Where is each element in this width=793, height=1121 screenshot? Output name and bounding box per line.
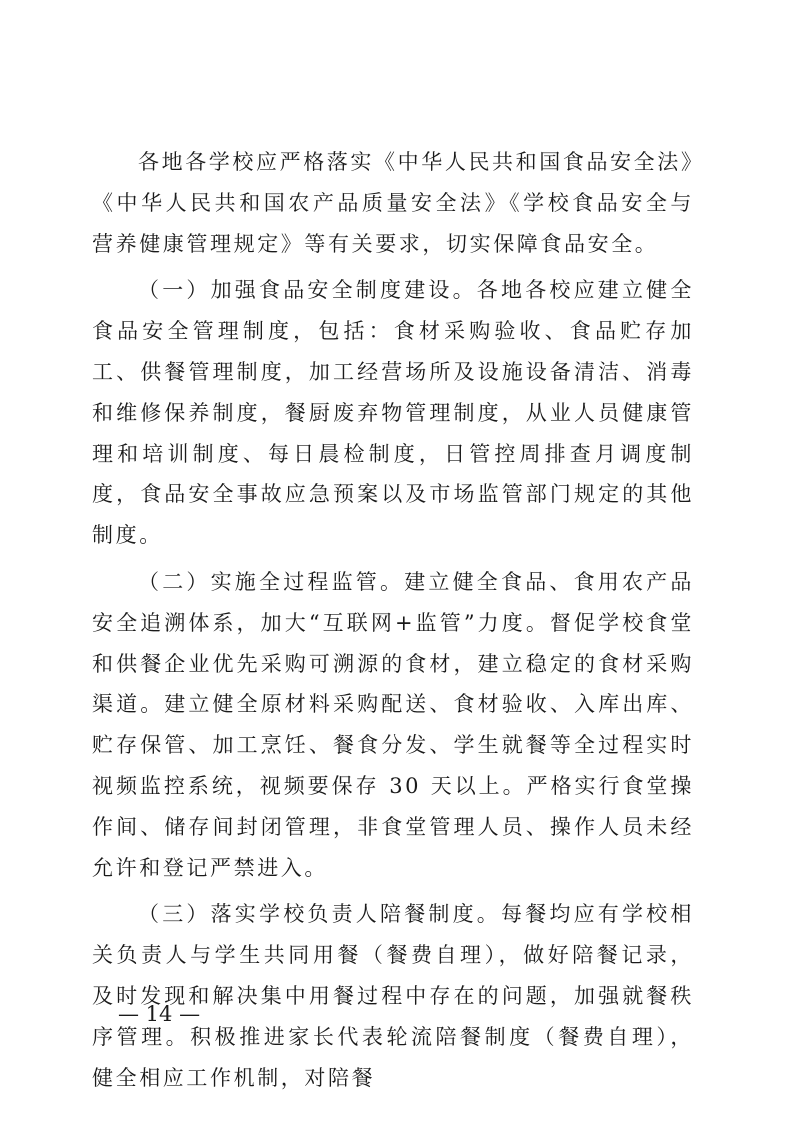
paragraph-section-1: （一）加强食品安全制度建设。各地各校应建立健全食品安全管理制度，包括：食材采购验收、食品贮存加工、供餐管理制度，加工经营场所及设施设备清洁、消毒和维修保养制度，餐厨废弃物管理制度，从业人员健康管理和培训制度、每日晨检制度，日管控周排查月调度制度，食品安全事故应急预案以及市场监管部门规定的其他制度。 xyxy=(92,278,694,548)
document-body xyxy=(92,142,694,1104)
paragraph-section-3: （三）落实学校负责人陪餐制度。每餐均应有学校相关负责人与学生共同用餐（餐费自理），做好陪餐记录，及时发现和解决集中用餐过程中存在的问题，加强就餐秩序管理。积极推进家长代表轮流陪餐制度（餐费自理），健全相应工作机制，对陪餐 xyxy=(92,902,694,1090)
page-number: — 14 — xyxy=(118,1002,201,1026)
paragraph-section-2: （二）实施全过程监管。建立健全食品、食用农产品安全追溯体系，加大“互联网+监管”力度。督促学校食堂和供餐企业优先采购可溯源的食材，建立稳定的食材采购渠道。建立健全原材料采购配送、食材验收、入库出库、贮存保管、加工烹饪、餐食分发、学生就餐等全过程实时视频监控系统，视频要保存 30 天以上。严格实行食堂操作间、储存间封闭管理，非食堂管理人员、操作人员未经允许和登记严禁进入。 xyxy=(92,569,694,880)
paragraph-intro: 各地各学校应严格落实《中华人民共和国食品安全法》《中华人民共和国农产品质量安全法》《学校食品安全与营养健康管理规定》等有关要求，切实保障食品安全。 xyxy=(92,150,694,256)
